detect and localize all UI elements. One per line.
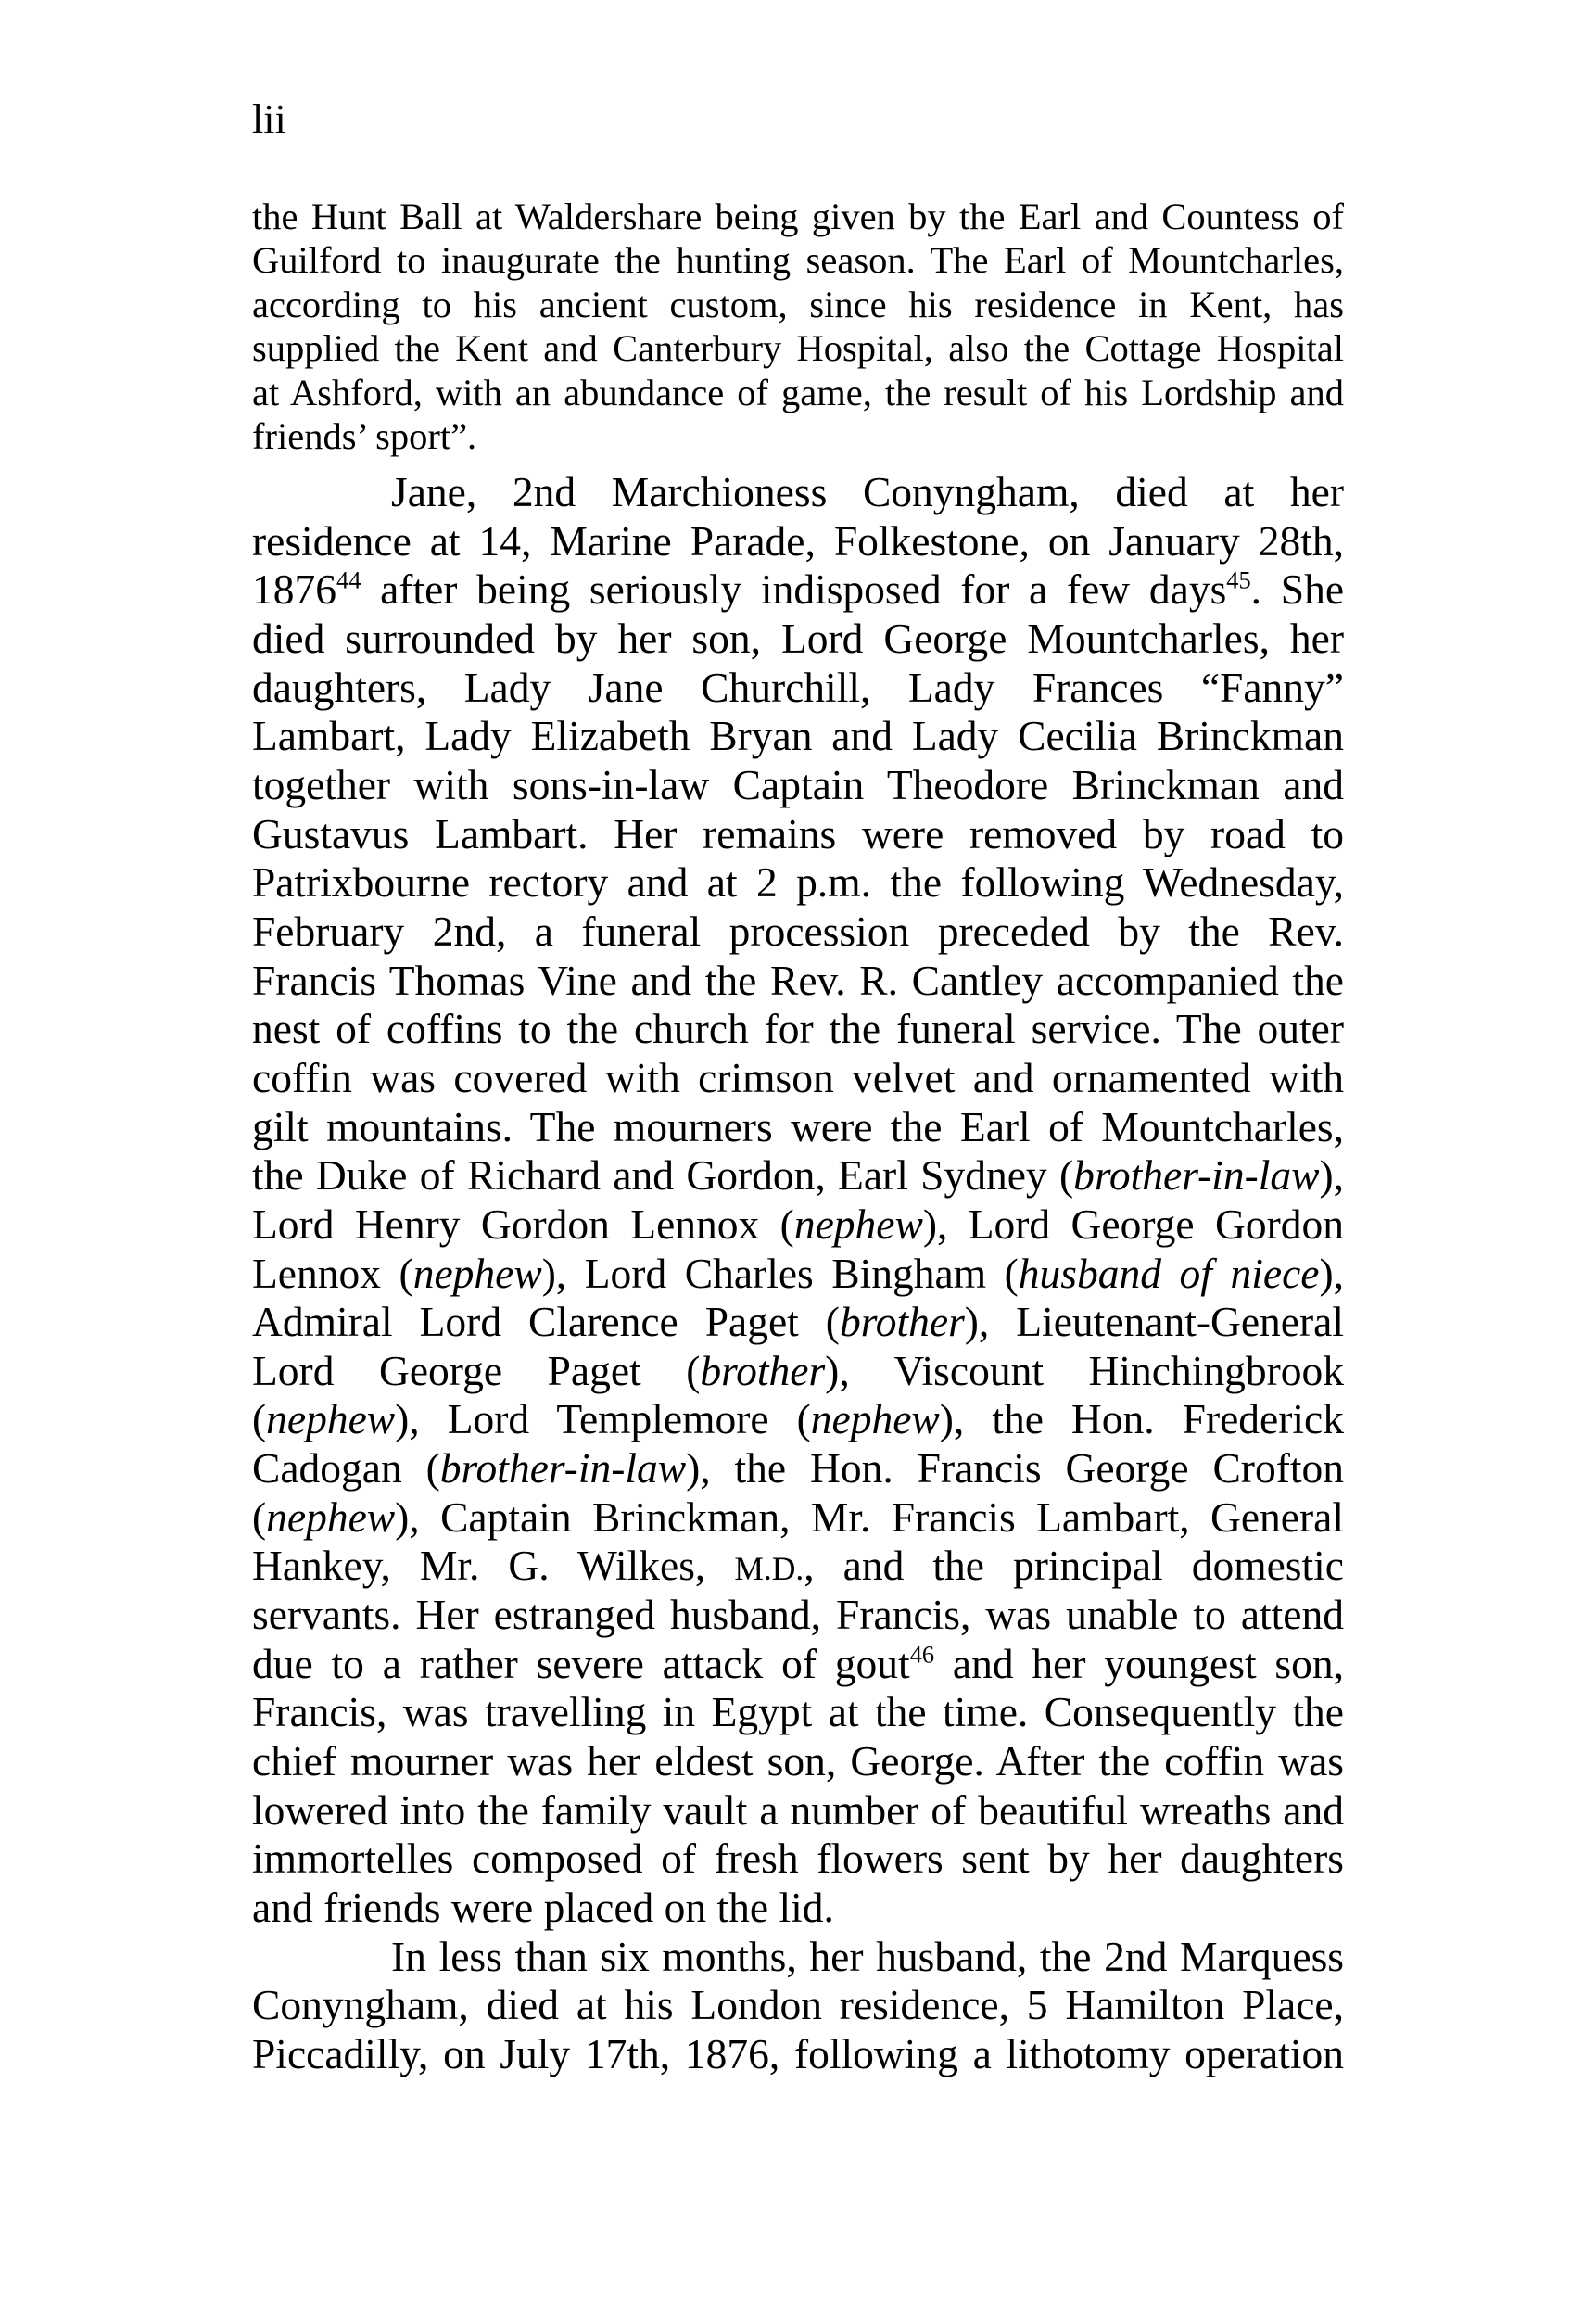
- text-line: [252, 565, 1344, 615]
- text-run: Hankey, Mr. G. Wilkes,: [252, 1542, 735, 1590]
- text-line: [252, 957, 1344, 1006]
- text-run: due to a rather severe attack of gout: [252, 1639, 910, 1687]
- italic-text: nephew: [412, 1249, 542, 1297]
- text-line: [252, 1493, 1344, 1543]
- text-run: at Ashford, with an abundance of game, the result of his Lordship and: [252, 371, 1344, 413]
- text-line: [252, 283, 1344, 326]
- text-run: February 2nd, a funeral procession preceded by the Rev.: [252, 907, 1344, 955]
- text-run: friends’ sport”.: [252, 414, 477, 457]
- text-run: died surrounded by her son, Lord George Mountcharles, her: [252, 614, 1344, 662]
- text-run: lowered into the family vault a number of beautiful wreaths and: [252, 1785, 1344, 1834]
- text-run: (: [252, 1395, 267, 1443]
- text-run: Patrixbourne rectory and at 2 p.m. the following Wednesday,: [252, 858, 1344, 907]
- text-run: Lord Henry Gordon Lennox (: [252, 1200, 794, 1248]
- text-run: ), Captain Brinckman, Mr. Francis Lambart, General: [395, 1492, 1344, 1541]
- text-run: residence at 14, Marine Parade, Folkestone, on January 28th,: [252, 516, 1344, 565]
- text-run: ),: [1319, 1249, 1344, 1297]
- text-run: nest of coffins to the church for the funeral service. The outer: [252, 1005, 1344, 1053]
- text-line: [252, 1933, 1344, 1982]
- text-run: according to his ancient custom, since his residence in Kent, has: [252, 283, 1344, 325]
- text-run: Francis Thomas Vine and the Rev. R. Cantley accompanied the: [252, 956, 1344, 1004]
- text-run: after being seriously indisposed for a few days: [361, 565, 1227, 614]
- text-run: (: [252, 1492, 267, 1541]
- italic-text: nephew: [810, 1395, 940, 1443]
- text-line: [252, 1200, 1344, 1250]
- text-run: daughters, Lady Jane Churchill, Lady Frances “Fanny”: [252, 663, 1344, 711]
- text-run: gilt mountains. The mourners were the Earl of Mountcharles,: [252, 1102, 1344, 1150]
- text-line: [252, 1054, 1344, 1103]
- text-run: In less than six months, her husband, the 2nd Marquess: [391, 1932, 1344, 1980]
- text-run: Francis, was travelling in Egypt at the time. Consequently the: [252, 1688, 1344, 1736]
- text-run: ),: [1319, 1151, 1344, 1200]
- text-run: Jane, 2nd Marchioness Conyngham, died at her: [391, 468, 1344, 515]
- page-number: lii: [252, 96, 286, 142]
- text-line: [252, 810, 1344, 859]
- text-run: and her youngest son,: [934, 1639, 1344, 1687]
- text-run: Piccadilly, on July 17th, 1876, following a lithotomy operation: [252, 2030, 1344, 2077]
- text-line: [252, 1591, 1344, 1640]
- text-run: servants. Her estranged husband, Francis, was unable to attend: [252, 1591, 1344, 1639]
- text-line: [252, 1103, 1344, 1152]
- text-line: [252, 2030, 1344, 2079]
- text-line: [252, 761, 1344, 810]
- text-run: immortelles composed of fresh flowers sent by her daughters: [252, 1835, 1344, 1883]
- quoted-paragraph: [252, 195, 1344, 458]
- text-run: Lord George Paget (: [252, 1346, 701, 1394]
- text-run: Guilford to inaugurate the hunting season. The Earl of Mountcharles,: [252, 239, 1344, 282]
- text-line: [252, 664, 1344, 713]
- italic-text: brother-in-law: [439, 1444, 687, 1492]
- text-run: ), the Hon. Frederick: [939, 1395, 1344, 1443]
- italic-text: nephew: [266, 1492, 396, 1541]
- text-run: Admiral Lord Clarence Paget (: [252, 1298, 840, 1346]
- text-line: [252, 517, 1344, 566]
- italic-text: brother: [700, 1346, 826, 1394]
- text-line: [252, 908, 1344, 957]
- small-caps-text: M.D.: [734, 1550, 804, 1588]
- text-line: [252, 1542, 1344, 1591]
- text-line: [252, 1737, 1344, 1786]
- text-line: [252, 1688, 1344, 1737]
- text-line: [252, 238, 1344, 282]
- text-run: , and the principal domestic: [804, 1542, 1344, 1590]
- text-line: [252, 326, 1344, 370]
- text-line: [252, 1786, 1344, 1835]
- text-line: [252, 1981, 1344, 2030]
- text-run: ), Lord George Gordon: [922, 1200, 1344, 1248]
- text-run: Lambart, Lady Elizabeth Bryan and Lady Cecilia Brinckman: [252, 712, 1344, 760]
- text-line: [252, 414, 1344, 458]
- italic-text: nephew: [266, 1395, 396, 1443]
- text-run: ), Lord Charles Bingham (: [541, 1249, 1019, 1297]
- text-run: 1876: [252, 565, 336, 614]
- text-run: and friends were placed on the lid.: [252, 1884, 834, 1932]
- text-run: Conyngham, died at his London residence, 5 Hamilton Place,: [252, 1981, 1344, 2029]
- text-line: [252, 1444, 1344, 1493]
- text-run: coffin was covered with crimson velvet and ornamented with: [252, 1053, 1344, 1101]
- text-line: [252, 858, 1344, 908]
- text-line: [252, 1298, 1344, 1347]
- text-line: [252, 1347, 1344, 1396]
- text-run: Cadogan (: [252, 1444, 440, 1492]
- text-line: [252, 1395, 1344, 1444]
- text-line: [252, 1151, 1344, 1200]
- body-text: [252, 468, 1344, 2079]
- text-line: [252, 615, 1344, 664]
- text-run: ), Viscount Hinchingbrook: [825, 1346, 1344, 1394]
- text-run: ), Lord Templemore (: [395, 1395, 811, 1443]
- text-line: [252, 195, 1344, 238]
- italic-text: brother-in-law: [1073, 1151, 1320, 1200]
- text-run: chief mourner was her eldest son, George. After the coffin was: [252, 1737, 1344, 1785]
- footnote-ref: 44: [336, 565, 361, 594]
- text-line: [252, 1250, 1344, 1299]
- paragraph-funeral: [252, 468, 1344, 1933]
- text-line: [252, 468, 1344, 517]
- text-line: [252, 712, 1344, 761]
- text-line: [252, 1884, 1344, 1933]
- italic-text: brother: [839, 1298, 965, 1346]
- italic-text: nephew: [793, 1200, 923, 1248]
- text-run: Gustavus Lambart. Her remains were removed by road to: [252, 809, 1344, 857]
- text-line: [252, 1005, 1344, 1054]
- text-run: the Hunt Ball at Waldershare being given by the Earl and Countess of: [252, 196, 1344, 237]
- text-line: [252, 1640, 1344, 1689]
- text-line: [252, 371, 1344, 414]
- text-run: ), the Hon. Francis George Crofton: [686, 1444, 1344, 1492]
- text-line: [252, 1835, 1344, 1884]
- paragraph-marquess-death: [252, 1933, 1344, 2079]
- text-run: ), Lieutenant-General: [964, 1298, 1344, 1346]
- text-run: Lennox (: [252, 1249, 413, 1297]
- italic-text: husband of niece: [1018, 1249, 1320, 1297]
- footnote-ref: 45: [1226, 565, 1251, 594]
- text-run: the Duke of Richard and Gordon, Earl Sydney (: [252, 1151, 1074, 1200]
- text-run: . She: [1250, 565, 1345, 614]
- text-run: together with sons-in-law Captain Theodore Brinckman and: [252, 760, 1344, 808]
- footnote-ref: 46: [909, 1640, 935, 1669]
- text-run: supplied the Kent and Canterbury Hospital, also the Cottage Hospital: [252, 327, 1344, 370]
